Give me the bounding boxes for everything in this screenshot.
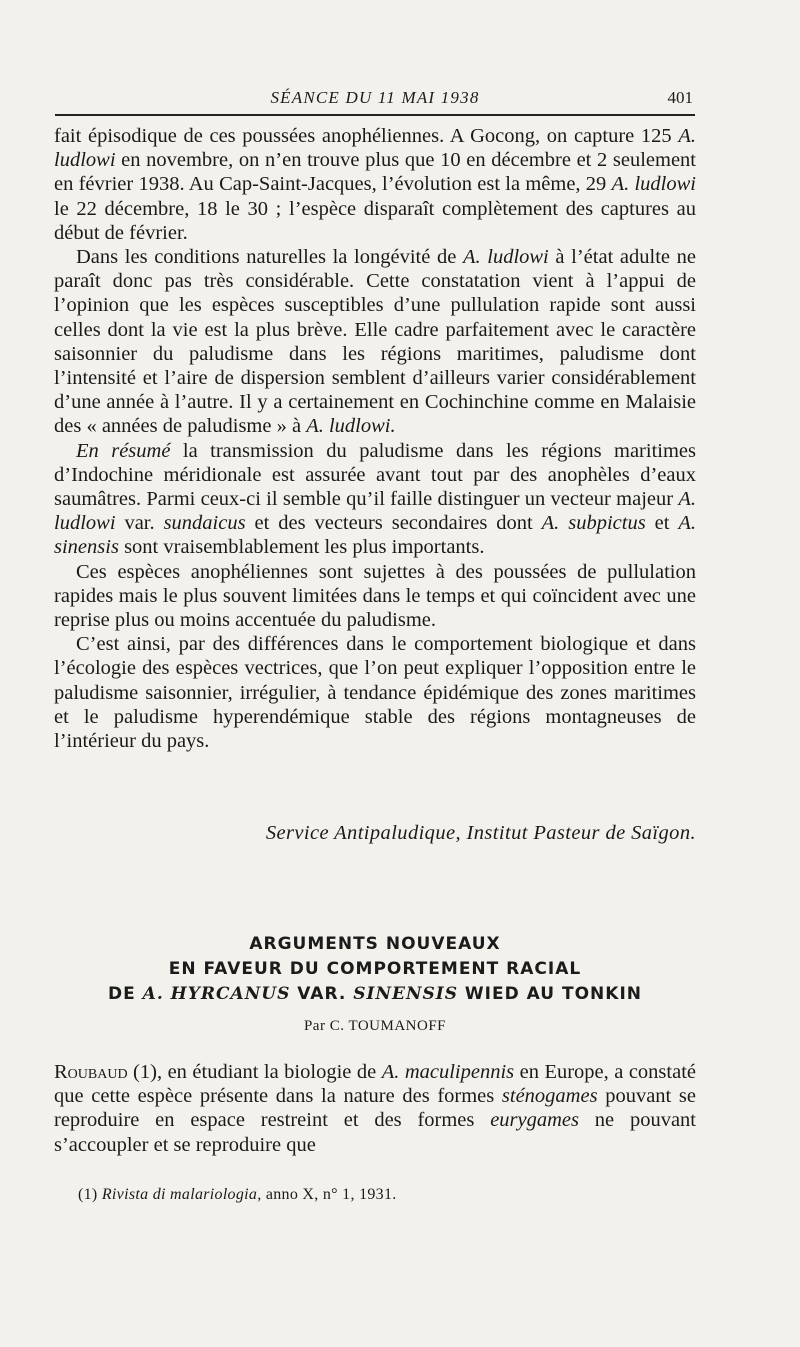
text-run: ne pouvant s’accoupler et se reproduire que [54,1109,696,1156]
text-run: en Europe, a constaté que cette espèce présente dans la nature des formes [54,1061,696,1108]
title-line-3 [54,982,696,1007]
running-title: SÉANCE DU 11 MAI 1938 [270,88,480,107]
text-run: (1), en étudiant la biologie de [127,1061,382,1083]
text-run: Dans les conditions naturelles la longévité de [76,246,463,269]
species-name: A. ludlowi [54,488,696,535]
text-run: le 22 décembre, 18 le 30 ; l’espèce disparaît complètement des captures au début de février. [54,197,696,244]
text-run: à l’état adulte ne paraît donc pas très considérable. Cette constatation vient à l’appui de l’opinion que les espèces susceptibles d’une pullulation rapide sont aussi celles dont la vie est la plus brève. Elle cadre parfaitement avec le caractère saisonnier du paludisme dans les régions maritimes, paludisme dont l’intensité et l’aire de dispersion semblent d’ailleurs varier considérablement d’une année à l’autre. Il y a certainement en Cochinchine comme en Malaisie des « années de paludisme » à [54,246,696,438]
term: eurygames [490,1109,579,1132]
species-name: SINENSIS [353,984,459,1004]
paragraph-intro [54,1060,696,1157]
article-body-new [54,1060,696,1157]
author-line: Par C. TOUMANOFF [303,1018,447,1034]
text-run: pouvant se reproduire en espace restreint et des formes [54,1085,696,1132]
text-run: WIED AU TONKIN [458,984,643,1004]
footnote [78,1186,678,1204]
paragraph-1 [54,124,696,245]
text-run: la transmission du paludisme dans les régions maritimes d’Indochine méridionale est assurée avant tout par des anophèles d’eaux saumâtres. Parmi ceux-ci il semble qu’il faille distinguer un vecteur majeur [54,439,696,511]
title-line-2: EN FAVEUR DU COMPORTEMENT RACIAL [168,959,582,979]
paragraph-4: Ces espèces anophéliennes sont sujettes à des poussées de pullulation rapides mais le plus souvent limitées dans le temps et qui coïncident avec une reprise plus ou moins accentuée du paludisme. [54,560,696,632]
text-run: VAR. [290,984,354,1004]
text-run: et [645,512,679,535]
paragraph-5: C’est ainsi, par des différences dans le comportement biologique et dans l’écologie des espèces vectrices, que l’on peut expliquer l’opposition entre le paludisme saisonnier, irrégulier, à tendance épidémique des zones maritimes et le paludisme hyperendémique stable des régions montagneuses de l’intérieur du pays. [54,633,696,753]
text-run: DE [107,984,143,1004]
header-rule [55,114,695,116]
paragraph-2 [54,245,696,439]
species-name: sundaicus [163,512,246,535]
footnote-marker: (1) [78,1186,102,1203]
article-title [54,932,696,1007]
species-name: A. maculipennis [381,1061,515,1083]
text-run: fait épisodique de ces poussées anophéliennes. A Gocong, on capture 125 [54,125,679,147]
text-run: sont vraisemblablement les plus importants. [118,536,485,559]
text-run: et des vecteurs secondaires dont [245,512,542,535]
journal-title: Rivista di malariologia, [101,1186,262,1203]
paragraph-3 [54,439,696,560]
page-number: 401 [667,88,693,107]
species-name: A. HYRCANUS [142,984,291,1004]
species-name: A. ludlowi [462,246,549,269]
text-run: anno X, n° 1, 1931. [261,1186,397,1203]
species-name: A. subpictus [541,512,646,535]
emphasis: En résumé [76,439,171,462]
species-name: A. ludlowi. [306,415,396,438]
text-run: var. [115,512,164,535]
term: sténogames [501,1085,598,1108]
author-reference: Roubaud [54,1061,128,1083]
species-name: A. ludlowi [611,173,696,196]
running-header [55,86,695,110]
affiliation-signature: Service Antipaludique, Institut Pasteur de Saïgon. [265,822,696,844]
species-name: A. sinensis [54,512,697,559]
title-line-1: ARGUMENTS NOUVEAUX [249,934,501,954]
species-name: A. ludlowi [54,125,696,172]
text-run: en novembre, on n’en trouve plus que 10 en décembre et 2 seulement en février 1938. Au Cap-Saint-Jacques, l’évolution est la même, 29 [54,149,696,196]
article-body-continued [54,124,696,753]
